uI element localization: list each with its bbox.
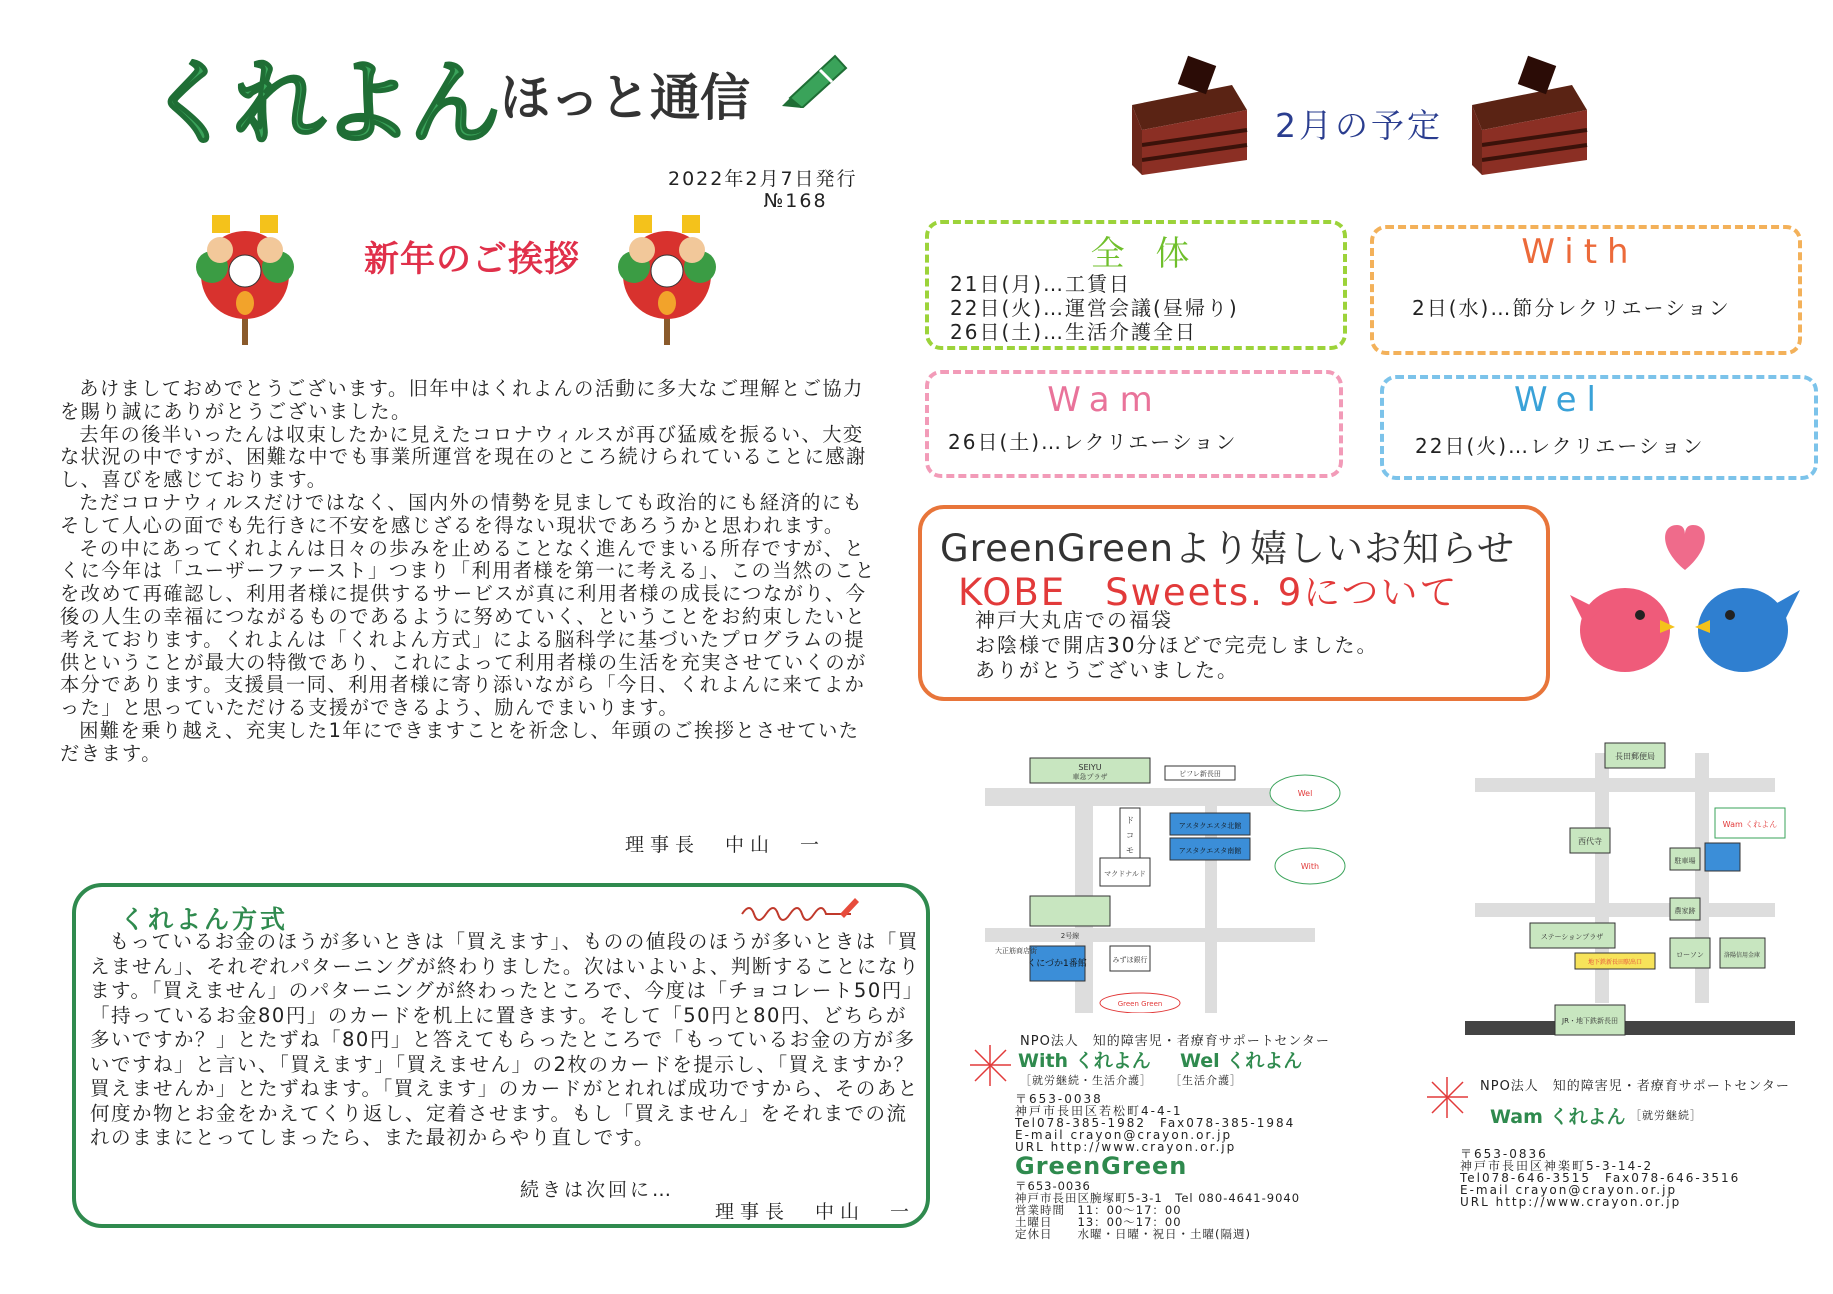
greeting-paragraph: その中にあってくれよんは日々の歩みを止めることなく進んでまいる所存ですが、とくに今年は「ユーザーファースト」つまり「利用者様を第一に考える」、この当然のことを改めて再確認し、利用者様に提供するサービスが真に利用者様の成長につながり、今後の人生の幸福につながるものであるように努めていく、ということをお約束したいと考えております。くれよんは「くれよん方式」による脳科学に基づいたプログラムの提供ということが最大の特徴であり、これによって利用者様の生活を充実させていくのが本分であります。支援員一同、利用者様に寄り添いながら「今日、くれよんに来てよかった」と思っていただける支援ができるよう、励んでまいります。 (60, 536, 876, 720)
wam-service-type: ［就労継続］ (1630, 1109, 1702, 1122)
with-service-type: ［就労継続・生活介護］ (1020, 1074, 1152, 1087)
schedule-title: 2月の予定 (1275, 106, 1443, 145)
map-wam (1465, 733, 1795, 1043)
org2-address (1460, 1148, 1740, 1208)
org1-name: NPO法人 知的障害児・者療育サポートセンター (1020, 1034, 1330, 1049)
map2-label: JR・地下鉄新長田 (1562, 1017, 1618, 1025)
notice-line: 神戸大丸店での福袋 (975, 608, 1173, 632)
map2-label: 西代寺 (1578, 837, 1602, 846)
map1-label: くにづか1番館 (1027, 959, 1087, 969)
notice-body (975, 608, 1378, 683)
map2-label: Wam くれよん (1722, 820, 1778, 829)
address-line: E-mail crayon@crayon.or.jp (1015, 1128, 1233, 1142)
notice-subtitle: KOBE Sweets. 9について (958, 571, 1459, 614)
address-line: 神戸市長田区若松町4-4-1 (1015, 1104, 1183, 1118)
org1-address (1015, 1093, 1295, 1153)
address-line: URL http://www.crayon.or.jp (1015, 1140, 1237, 1154)
lucky-charm-illustration-left (190, 205, 300, 345)
greeting-signature: 理事長 中山 一 (625, 834, 826, 856)
newsletter-title: くれよん (145, 50, 498, 157)
map1-label: アスタクエスタ南館 (1178, 847, 1242, 855)
wam-kureyon-name: Wam くれよん (1490, 1106, 1626, 1128)
method-body (90, 930, 925, 1151)
crayon-icon (780, 48, 850, 108)
greeting-body (60, 378, 880, 766)
map-with-wel (985, 748, 1355, 1013)
greeting-title: 新年のご挨拶 (364, 240, 581, 280)
greeting-paragraph: あけましておめでとうございます。旧年中はくれよんの活動に多大なご理解とご協力を賜り誠にありがとうございました。 (60, 377, 864, 423)
address-line: Tel078-646-3515 Fax078-646-3516 (1460, 1171, 1741, 1185)
map1-label: モ (1126, 846, 1134, 855)
schedule-all-line: 21日(月)…工賃日 (950, 272, 1132, 296)
method-paragraph: もっているお金のほうが多いときは「買えます」、ものの値段のほうが多いときは「買えません」、それぞれパターニングが終わりました。次はいよいよ、判断することになります。「買えません」のパターニングが終わったところで、今度は「チョコレート50円」「持っているお金80円」のカードを机上に置きます。そして「50円と80円、どちらが多いですか？」とたずね「80円」と答えてもらったところで「もっているお金の方が多いですね」と言い、「買えます」「買えません」の2枚のカードを提示し、「買えますか？買えませんか」とたずねます。「買えます」のカードがとれれば成功ですから、そのあと何度か物とお金をかえてくり返し、定着させます。もし「買えません」をそれまでの流れのままにとってしまったら、また最初からやり直しです。 (90, 930, 924, 1149)
map1-label: 2号線 (1060, 932, 1080, 940)
chocolate-cake-icon (1122, 55, 1252, 175)
map1-label: マクドナルド (1104, 870, 1146, 878)
wel-service-type: ［生活介護］ (1170, 1074, 1242, 1087)
method-signature: 理事長 中山 一 (715, 1201, 916, 1223)
issue-number: №168 (763, 190, 828, 212)
schedule-wel-heading: Wel (1514, 380, 1606, 420)
map2-label: ローソン (1676, 951, 1704, 959)
greeting-paragraph: 去年の後半いったんは収束したかに見えたコロナウィルスが再び猛威を振るい、大変な状況の中ですが、困難な中でも事業所運営を現在のところ続けられていることに感謝し、喜びを感じております。 (60, 422, 867, 492)
notice-line: ありがとうございました。 (975, 658, 1239, 682)
address-line: 〒653-0038 (1015, 1092, 1103, 1106)
notice-line: お陰様で開店30分ほどで完売しました。 (975, 633, 1379, 657)
map1-label: コ (1126, 831, 1134, 840)
map1-label: Green Green (1117, 1000, 1163, 1008)
map2-label: 農家跡 (1674, 907, 1696, 915)
map1-label: みずほ銀行 (1112, 956, 1148, 964)
map1-label: ド (1126, 816, 1134, 825)
greeting-paragraph: ただコロナウィルスだけではなく、国内外の情勢を見ましても政治的にも経済的にもそして人心の面でも先行きに不安を感じざるを得ない現状であろうかと思われます。 (60, 490, 864, 537)
schedule-with-line: 2日(水)…節分レクリエーション (1412, 296, 1731, 320)
address-line: E-mail crayon@crayon.or.jp (1460, 1183, 1678, 1197)
notice-title: GreenGreenより嬉しいお知らせ (940, 527, 1515, 570)
method-title: くれよん方式 (120, 905, 289, 934)
map1-label: With (1300, 862, 1320, 871)
address-line: 〒653-0836 (1460, 1147, 1548, 1161)
continued-note: 続きは次回に… (520, 1179, 675, 1201)
schedule-all-line: 22日(火)…運営会議(昼帰り) (950, 296, 1239, 320)
firework-logo-icon (968, 1043, 1013, 1088)
map1-label: ピフレ新長田 (1179, 770, 1221, 778)
birds-heart-illustration (1565, 515, 1805, 685)
greeting-paragraph: 困難を乗り越え、充実した1年にできますことを祈念し、年頭のご挨拶とさせていただきます。 (60, 718, 860, 765)
chocolate-cake-icon (1462, 55, 1592, 175)
map1-label: アスタクエスタ北館 (1178, 822, 1242, 830)
map1-label: 車急プラザ (1072, 773, 1108, 781)
info-line: 土曜日 13：00～17：00 (1015, 1215, 1182, 1229)
firework-logo-icon (1425, 1075, 1470, 1120)
lucky-charm-illustration-right (612, 205, 722, 345)
map2-label: 長田郵便局 (1615, 752, 1655, 761)
map1-label: Wel (1297, 789, 1313, 798)
schedule-wam-line: 26日(土)…レクリエーション (948, 430, 1238, 454)
info-line: 定休日 水曜・日曜・祝日・土曜(隔週) (1015, 1227, 1251, 1241)
map2-label: 洛陽信用金庫 (1723, 952, 1761, 959)
schedule-with-heading: With (1521, 232, 1639, 272)
schedule-wel-line: 22日(火)…レクリエーション (1415, 434, 1705, 458)
info-line: 神戸市長田区腕塚町5-3-1 Tel 080-4641-9040 (1015, 1191, 1301, 1205)
schedule-all-heading: 全 体 (1090, 234, 1200, 274)
wel-kureyon-name: Wel くれよん (1180, 1050, 1303, 1072)
schedule-all-line: 26日(土)…生活介護全日 (950, 320, 1198, 344)
address-line: Tel078-385-1982 Fax078-385-1984 (1015, 1116, 1296, 1130)
address-line: 神戸市長田区神楽町5-3-14-2 (1460, 1159, 1654, 1173)
greengreen-name: GreenGreen (1015, 1152, 1188, 1180)
schedule-wam-heading: Wam (1047, 380, 1163, 420)
info-line: 〒653-0036 (1015, 1179, 1091, 1193)
map2-label: 地下鉄新長田駅出口 (1587, 959, 1643, 966)
with-kureyon-name: With くれよん (1018, 1050, 1151, 1072)
pencil-scribble-icon (740, 892, 860, 922)
newsletter-subtitle: ほっと通信 (500, 69, 750, 127)
issue-date: 2022年2月7日発行 (668, 168, 858, 190)
map2-label: 駐車場 (1674, 857, 1696, 865)
map2-label: ステーションプラザ (1540, 933, 1604, 941)
address-line: URL http://www.crayon.or.jp (1460, 1195, 1682, 1209)
org2-name: NPO法人 知的障害児・者療育サポートセンター (1480, 1079, 1790, 1094)
map1-label: 大正筋商店街 (995, 947, 1037, 955)
info-line: 営業時間 11：00～17：00 (1015, 1203, 1182, 1217)
greengreen-info (1015, 1180, 1300, 1240)
map1-label: SEIYU (1078, 763, 1102, 772)
